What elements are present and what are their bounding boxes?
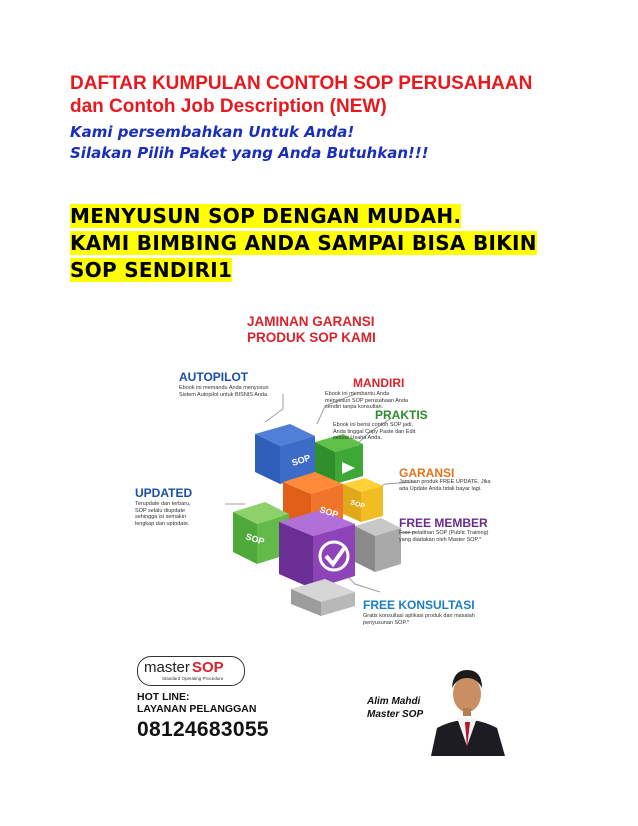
title-line-2: dan Contoh Job Description (NEW) xyxy=(70,96,387,117)
highlight-line-1: MENYUSUN SOP DENGAN MUDAH. xyxy=(70,204,462,228)
subtitle-line-2: Silakan Pilih Paket yang Anda Butuhkan!!! xyxy=(70,144,429,162)
hotline-service: LAYANAN PELANGGAN xyxy=(137,703,257,715)
feature-updated-label: UPDATED xyxy=(135,486,193,500)
logo-tagline: Standard Operating Procedure xyxy=(162,676,224,681)
hotline-phone: 08124683055 xyxy=(137,718,269,741)
feature-updated-desc: Terupdate dan terbaru, SOP selalu diupdate sehingga isi semakin lengkap dan uptodate. xyxy=(135,501,191,527)
person-name: Alim Mahdi xyxy=(367,696,421,707)
logo-master-text: master xyxy=(144,659,190,676)
feature-mandiri-desc: Ebook ini membantu Anda menyusun SOP perusahaan Anda sendiri tanpa konsultan. xyxy=(325,391,409,410)
feature-free-member-desc: Free pelatihan SOP (Public Training) yang diadakan oleh Master SOP.* xyxy=(399,530,489,543)
feature-autopilot-desc: Ebook ini memandu Anda menyusun Sistem Autopilot untuk BISNIS Anda. xyxy=(179,385,269,398)
subtitle xyxy=(70,122,600,164)
feature-garansi-label: GARANSI xyxy=(399,466,455,480)
feature-free-konsultasi-desc: Gratis konsultasi aplikasi produk dan masalah penyusunan SOP.* xyxy=(363,613,475,626)
feature-free-konsultasi-label: FREE KONSULTASI xyxy=(363,598,475,612)
poster-heading-line-2: PRODUK SOP KAMI xyxy=(247,330,376,345)
highlight-line-3: SOP SENDIRI1 xyxy=(70,258,233,282)
document-title xyxy=(70,72,600,118)
title-line-1: DAFTAR KUMPULAN CONTOH SOP PERUSAHAAN xyxy=(70,73,533,94)
feature-free-member-label: FREE MEMBER xyxy=(399,516,488,530)
feature-mandiri-label: MANDIRI xyxy=(353,376,405,390)
feature-praktis-desc: Ebook ini berisi contoh SOP jadi, Anda tinggal Copy Paste dan Edit sesuai Usaha Anda. xyxy=(333,422,416,441)
feature-praktis-label: PRAKTIS xyxy=(375,408,428,422)
person-title: Master SOP xyxy=(367,709,424,720)
feature-autopilot-label: AUTOPILOT xyxy=(179,370,249,384)
guarantee-poster xyxy=(135,296,507,758)
feature-garansi-desc: Jaminan produk FREE UPDATE. Jika ada Update Anda tidak bayar lagi. xyxy=(399,479,491,492)
cube-label-2: SOP xyxy=(318,504,340,520)
cube-label-1: SOP xyxy=(290,452,312,468)
poster-heading-line-1: JAMINAN GARANSI xyxy=(247,314,375,329)
person-photo xyxy=(427,656,507,756)
cube-label-3: SOP xyxy=(349,499,366,511)
hotline-label: HOT LINE: xyxy=(137,691,190,703)
highlight-line-2: KAMI BIMBING ANDA SAMPAI BISA BIKIN xyxy=(70,231,537,255)
cube-label-4: SOP xyxy=(244,531,266,547)
master-sop-logo xyxy=(137,656,245,686)
logo-sop-text: SOP xyxy=(192,659,224,676)
highlight-block xyxy=(70,203,610,284)
subtitle-line-1: Kami persembahkan Untuk Anda! xyxy=(70,123,355,141)
